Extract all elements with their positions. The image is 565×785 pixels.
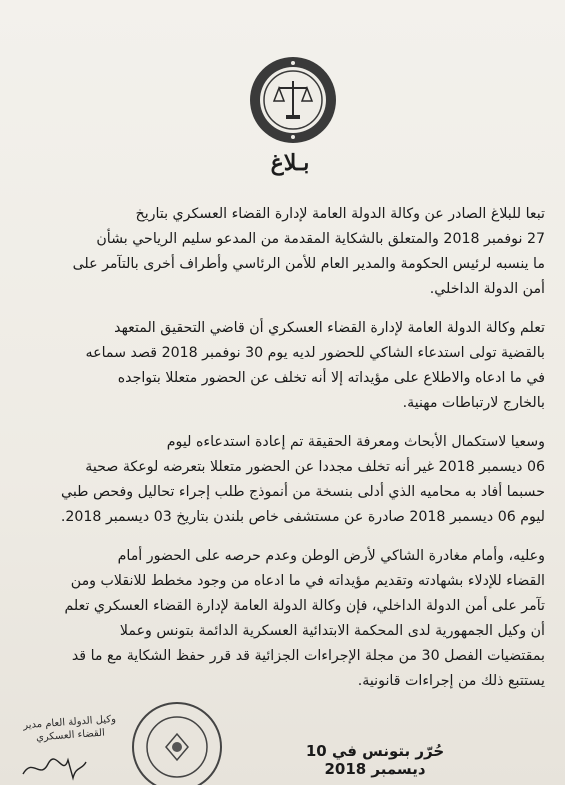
text-line: 27 نوفمبر 2018 والمتعلق بالشكاية المقدمة من المدعو سليم الرياحي بشأن [96, 231, 545, 247]
text-line: في ما ادعاه والاطلاع على مؤيداته إلا أنه تخلف عن الحضور متعللا بتواجده [117, 370, 545, 386]
paragraph-1 [30, 202, 545, 302]
paragraph-4 [30, 544, 545, 694]
text-line: أمن الدولة الداخلي. [429, 281, 545, 297]
official-stamp-text: وكيل الدولة العام مدير القضاء العسكري [22, 713, 117, 744]
text-line: 06 ديسمبر 2018 غير أنه تخلف مجددا عن الحضور متعللا بتعرضه لوعكة صحية [85, 459, 545, 475]
paragraph-2 [30, 316, 545, 416]
round-seal-icon [130, 700, 225, 785]
text-line: حسبما أفاد به محاميه الذي أدلى بنسخة من أنموذج طلب إجراء تحاليل وفحص طبي [61, 484, 545, 500]
text-line: بالقضية تولى استدعاء الشاكي للحضور لديه يوم 30 نوفمبر 2018 قصد سماعه [85, 345, 545, 361]
text-line: تعلم وكالة الدولة العامة لإدارة القضاء العسكري أن قاضي التحقيق المتعهد [114, 320, 545, 336]
issue-date: حُرّر بتونس في 10 ديسمبر 2018 [305, 742, 445, 778]
text-line: وعليه، وأمام مغادرة الشاكي لأرض الوطن وعدم حرصه على الحضور أمام [117, 548, 545, 564]
court-emblem-icon [248, 55, 338, 145]
text-line: ليوم 06 ديسمبر 2018 صادرة عن مستشفى خاص بلندن بتاريخ 03 ديسمبر 2018. [60, 509, 545, 525]
paragraph-3 [30, 430, 545, 530]
text-line: بمقتضيات الفصل 30 من مجلة الإجراءات الجزائية قد قرر حفظ الشكاية مع ما قد [71, 648, 545, 664]
text-line: القضاء للإدلاء بشهادته وتقديم مؤيداته في ما ادعاه من وجود مخطط للانقلاب ومن [70, 573, 545, 589]
document-title: بـلاغ [270, 150, 310, 176]
text-line: بالخارج لارتباطات مهنية. [402, 395, 545, 411]
text-line: ما ينسبه لرئيس الحكومة والمدير العام للأمن الرئاسي وأطراف أخرى بالتآمر على [72, 256, 545, 272]
text-line: تبعا للبلاغ الصادر عن وكالة الدولة العامة لإدارة القضاء العسكري بتاريخ [135, 206, 545, 222]
signature-scribble-icon [18, 752, 88, 782]
text-line: أن وكيل الجمهورية لدى المحكمة الابتدائية العسكرية الدائمة بتونس وعملا [119, 623, 545, 639]
text-line: تآمر على أمن الدولة الداخلي، فإن وكالة الدولة العامة لإدارة القضاء العسكري تعلم [64, 598, 545, 614]
text-line: يستتبع ذلك من إجراءات قانونية. [357, 673, 545, 689]
document-body [30, 202, 545, 708]
text-line: وسعيا لاستكمال الأبحاث ومعرفة الحقيقة تم إعادة استدعاءه ليوم [166, 434, 545, 450]
